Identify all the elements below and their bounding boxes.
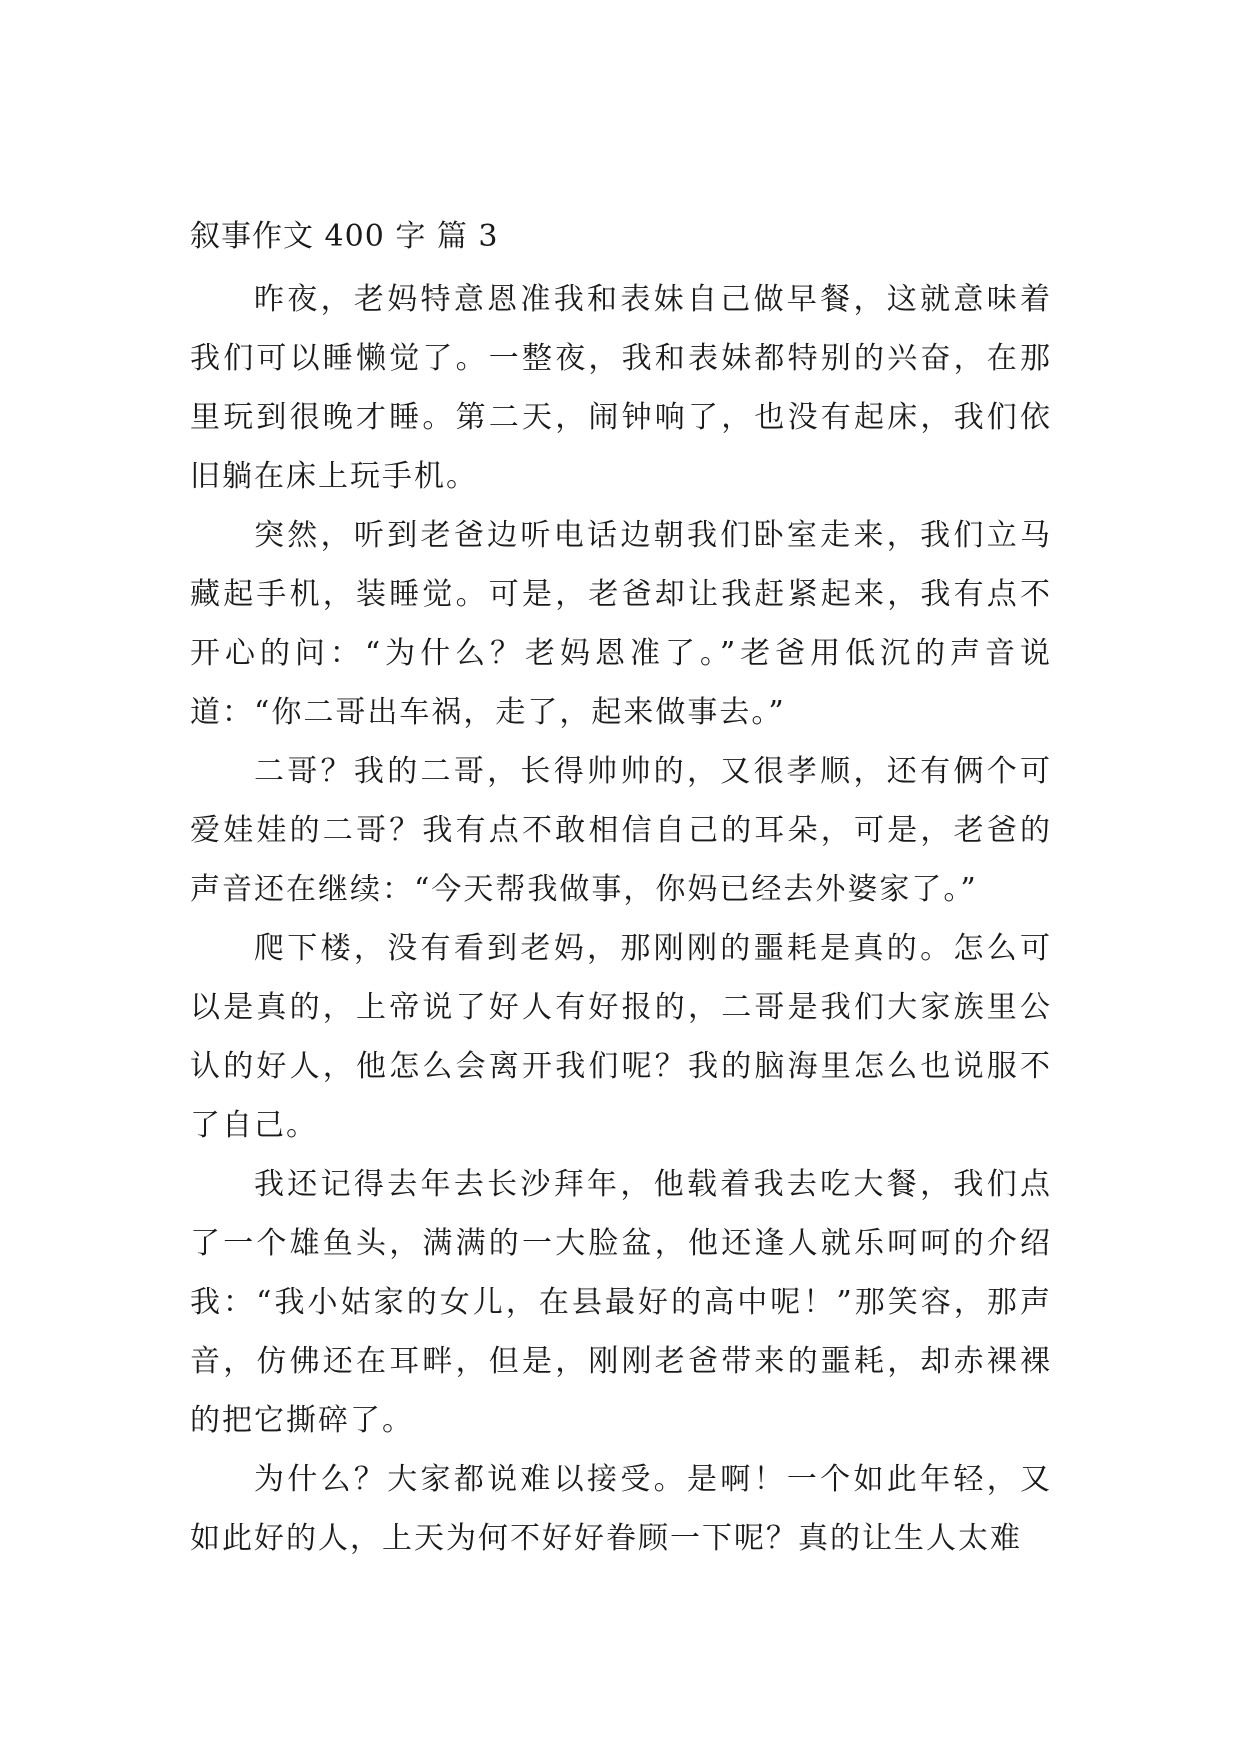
paragraph-6: 为什么？大家都说难以接受。是啊！一个如此年轻，又如此好的人，上天为何不好好眷顾一下呢？真的让生人太难 [190, 1462, 1052, 1556]
paragraph-4: 爬下楼，没有看到老妈，那刚刚的噩耗是真的。怎么可以是真的，上帝说了好人有好报的，二哥是我们大家族里公认的好人，他怎么会离开我们呢？我的脑海里怎么也说服不了自己。 [190, 931, 1052, 1143]
paragraph-2: 突然，听到老爸边听电话边朝我们卧室走来，我们立马藏起手机，装睡觉。可是，老爸却让我赶紧起来，我有点不开心的问：“为什么？老妈恩准了。”老爸用低沉的声音说道：“你二哥出车祸，走了，起来做事去。” [190, 518, 1052, 730]
document-title: 叙事作文 400 字 篇 3 [190, 219, 499, 254]
paragraph-5: 我还记得去年去长沙拜年，他载着我去吃大餐，我们点了一个雄鱼头，满满的一大脸盆，他还逢人就乐呵呵的介绍我：“我小姑家的女儿，在县最好的高中呢！”那笑容，那声音，仿佛还在耳畔，但是，刚刚老爸带来的噩耗，却赤裸裸的把它撕碎了。 [190, 1167, 1052, 1438]
paragraph-1: 昨夜，老妈特意恩准我和表妹自己做早餐，这就意味着我们可以睡懒觉了。一整夜，我和表妹都特别的兴奋，在那里玩到很晚才睡。第二天，闹钟响了，也没有起床，我们依旧躺在床上玩手机。 [190, 282, 1052, 494]
document-page [190, 218, 1052, 1568]
paragraph-3: 二哥？我的二哥，长得帅帅的，又很孝顺，还有俩个可爱娃娃的二哥？我有点不敢相信自己的耳朵，可是，老爸的声音还在继续：“今天帮我做事，你妈已经去外婆家了。” [190, 754, 1052, 907]
